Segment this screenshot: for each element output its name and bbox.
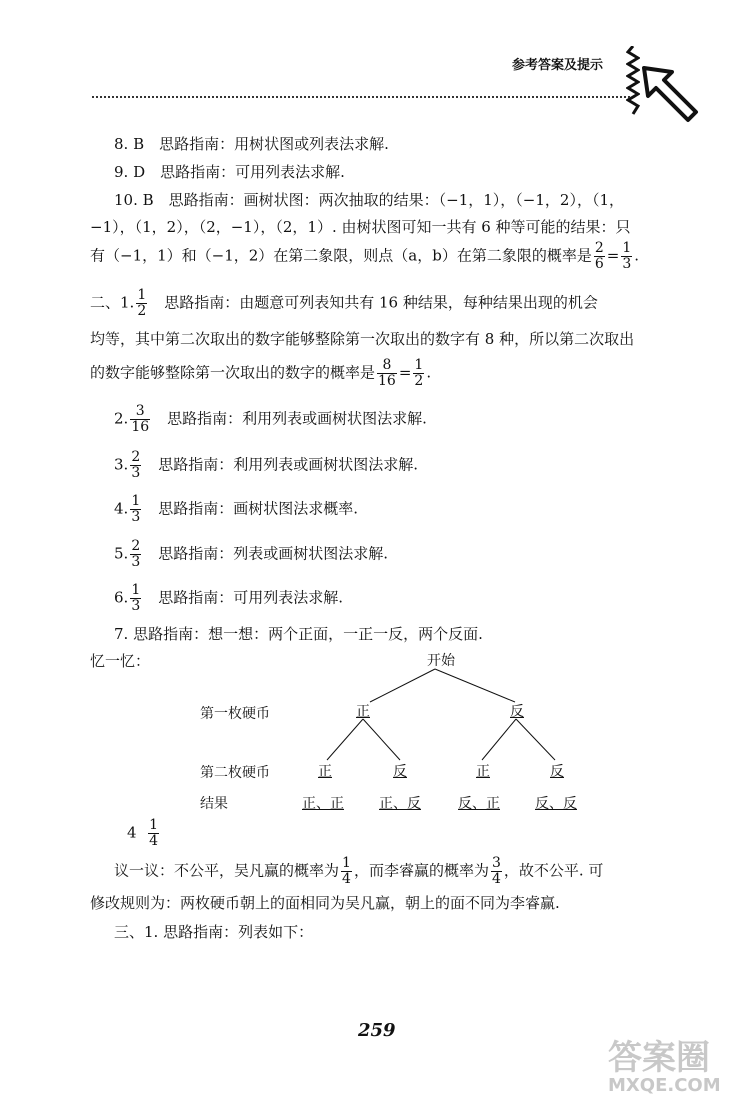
- hint-text: 思路指南：由题意可列表知共有 16 种结果，每种结果出现的机会: [149, 293, 598, 312]
- answer-10-line2: −1），（1，2），（2，−1），（2，1）. 由树状图可知一共有 6 种等可能的结果：只: [90, 218, 631, 236]
- discuss-text: ，而李睿赢的概率为: [353, 861, 489, 880]
- denominator: 2: [414, 373, 424, 389]
- coin2-label: 第二枚硬币: [200, 765, 270, 781]
- denominator: 16: [131, 419, 150, 435]
- result-label: 结果: [200, 796, 228, 812]
- numerator: 1: [131, 582, 141, 598]
- question-number: 4: [127, 823, 137, 842]
- coin2-node: 正: [318, 764, 332, 780]
- answer-10-line1: 10. B 思路指南：画树状图：两次抽取的结果：（−1，1），（−1，2），（1，: [114, 191, 625, 209]
- numerator: 1: [622, 240, 632, 256]
- answer-8: 8. B 思路指南：用树状图或列表法求解.: [114, 135, 389, 153]
- answer-4: [127, 818, 161, 849]
- result-item: 反、正: [458, 796, 500, 812]
- discuss-line2: 修改规则为：两枚硬币朝上的面相同为吴凡赢，朝上的面不同为李睿赢.: [90, 894, 560, 912]
- question-number: 4.: [114, 499, 129, 518]
- section2-q7: 7. 思路指南：想一想：两个正面，一正一反，两个反面.: [114, 625, 483, 643]
- denominator: 4: [491, 871, 501, 887]
- header-title: 参考答案及提示: [512, 58, 604, 73]
- denominator: 16: [378, 373, 396, 389]
- hint-text: 思路指南：利用列表或画树状图法求解.: [143, 455, 419, 474]
- denominator: 3: [131, 509, 141, 525]
- answer-9: 9. D 思路指南：可用列表法求解.: [114, 163, 345, 181]
- result-item: 正、正: [302, 796, 344, 812]
- hint-text: 思路指南：列表或画树状图法求解.: [143, 544, 389, 563]
- equals: =: [398, 363, 412, 382]
- numerator: 2: [594, 240, 604, 256]
- watermark-text: 答案圈: [608, 1038, 710, 1078]
- tree-start: 开始: [427, 653, 455, 669]
- coin1-tails: 反: [510, 704, 524, 720]
- numerator: 1: [131, 493, 141, 509]
- question-number: 2.: [114, 409, 129, 428]
- hint-text: 思路指南：画树状图法求概率.: [143, 499, 359, 518]
- section3-q1: 三、1. 思路指南：列表如下：: [114, 923, 314, 941]
- denominator: 4: [342, 871, 351, 887]
- numerator: 1: [414, 357, 424, 373]
- recall-label: 忆一忆：: [90, 652, 151, 670]
- numerator: 3: [130, 404, 150, 420]
- period: .: [426, 363, 432, 382]
- answer-10-text: 有（−1，1）和（−1，2）在第二象限，则点（a，b）在第二象限的概率是: [90, 246, 592, 265]
- coin1-label: 第一枚硬币: [200, 706, 270, 722]
- hint-text: 思路指南：利用列表或画树状图法求解.: [152, 409, 427, 428]
- discuss-text: 议一议：不公平，吴凡赢的概率为: [114, 861, 340, 880]
- period: .: [634, 246, 640, 265]
- denominator: 3: [131, 465, 141, 481]
- denominator: 3: [622, 256, 632, 272]
- question-number: 5.: [114, 544, 129, 563]
- fraction: [148, 818, 159, 849]
- denominator: 3: [131, 554, 141, 570]
- numerator: 2: [131, 449, 141, 465]
- watermark-url: MXQE.COM: [608, 1075, 721, 1096]
- page-number: 259: [358, 1020, 396, 1041]
- denominator: 6: [594, 256, 604, 272]
- question-number: 3.: [114, 455, 129, 474]
- section2-q1-line2: 均等，其中第二次取出的数字能够整除第一次取出的数字有 8 种，所以第二次取出: [90, 330, 635, 348]
- denominator: 2: [137, 303, 147, 319]
- numerator: 1: [137, 287, 147, 303]
- question-number: 6.: [114, 588, 129, 607]
- denominator: 3: [131, 598, 141, 614]
- fraction: [341, 856, 352, 887]
- hint-text: 思路指南：可用列表法求解.: [143, 588, 344, 607]
- question-number: 二、1.: [90, 293, 135, 312]
- coin2-node: 反: [550, 764, 564, 780]
- numerator: 8: [377, 358, 397, 374]
- coin2-node: 正: [476, 764, 490, 780]
- numerator: 1: [342, 855, 351, 871]
- coin2-node: 反: [393, 764, 407, 780]
- hint-text: 的数字能够整除第一次取出的数字的概率是: [90, 363, 376, 382]
- discuss-text: ，故不公平. 可: [503, 861, 604, 880]
- fraction: [491, 856, 502, 887]
- numerator: 1: [149, 817, 159, 833]
- result-item: 反、反: [535, 796, 577, 812]
- result-item: 正、反: [379, 796, 421, 812]
- numerator: 3: [491, 855, 501, 871]
- discuss-line1: [114, 856, 603, 887]
- coin1-heads: 正: [356, 704, 370, 720]
- watermark-logo: [608, 1040, 721, 1096]
- numerator: 2: [131, 538, 141, 554]
- equals: =: [606, 246, 620, 265]
- denominator: 4: [149, 833, 159, 849]
